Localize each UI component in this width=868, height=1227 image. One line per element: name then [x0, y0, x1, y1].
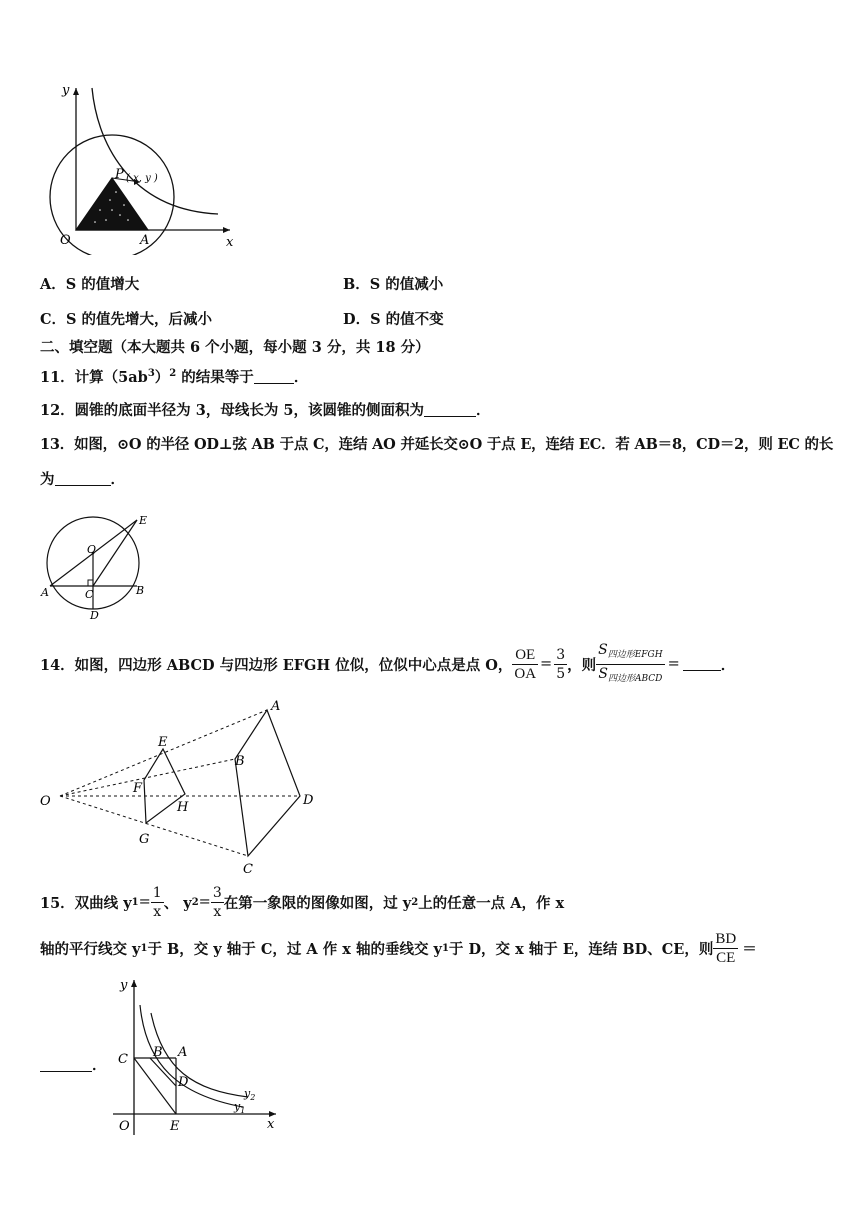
- q15-y2-label: $y_2$: [244, 1087, 256, 1102]
- q15-a-label: A: [178, 1045, 188, 1060]
- q10-a-label: A: [140, 233, 150, 248]
- q15-y1-label: $y_1$: [234, 1100, 246, 1115]
- area-ratio: $\frac{S_{四边形EFGH}}{S_{四边形ABCD}}$: [598, 641, 663, 684]
- q13-c-label: C: [85, 588, 94, 601]
- answer-blank[interactable]: [55, 473, 111, 486]
- question-14: 14．如图，四边形 ABCD 与四边形 EFGH 位似，位似中心点是点 O， $\frac{OE}{OA}$ = $\frac{3}{5}$ ，则 $\frac{S_{四边形EFGH}}{S_{四边形ABCD}}$ = ．: [40, 643, 735, 685]
- option-b: B．S 的值减小: [343, 276, 444, 293]
- q10-p-label: P: [115, 167, 124, 182]
- q15-d-label: D: [178, 1075, 189, 1090]
- question-12: 12．圆锥的底面半径为 3，母线长为 5，该圆锥的侧面积为 ．: [40, 402, 491, 419]
- question-13-line1: 13．如图，⊙O 的半径 OD⊥弦 AB 于点 C，连结 AO 并延长交⊙O 于点 E，连结 EC．若 AB＝8，CD＝2，则 EC 的长: [40, 436, 834, 453]
- q13-a-label: A: [41, 586, 49, 599]
- q15-x-label: x: [267, 1117, 275, 1132]
- question-11: 11．计算$(5ab^3)^2$ 的结果等于 ．: [40, 368, 309, 386]
- question-13-line2: 为 ．: [40, 471, 125, 488]
- fraction-3-over-x: $\frac{3}{x}$: [212, 884, 222, 920]
- q10-y-label: y: [62, 83, 70, 98]
- ratio-value: $\frac{3}{5}$: [556, 646, 566, 682]
- q14-figure: [38, 695, 328, 880]
- q10-x-label: x: [226, 235, 234, 250]
- q13-o-label: O: [87, 543, 97, 556]
- q15-o-label: O: [119, 1119, 130, 1134]
- q15-figure: [108, 975, 288, 1140]
- q14-g-label: G: [139, 832, 150, 847]
- option-d: D．S 的值不变: [343, 311, 444, 328]
- option-a: A．S 的值增大: [40, 276, 140, 293]
- q14-o-label: O: [40, 794, 51, 809]
- answer-blank[interactable]: [40, 1059, 92, 1072]
- answer-blank[interactable]: [683, 658, 721, 671]
- q14-f-label: F: [133, 781, 143, 796]
- answer-blank[interactable]: [424, 404, 476, 417]
- section-heading: 二、填空题（本大题共 6 个小题，每小题 3 分，共 18 分）: [40, 339, 430, 356]
- q10-figure: [40, 80, 240, 255]
- q13-figure: [40, 510, 155, 620]
- q10-p-coord: ( x, y ): [126, 173, 158, 184]
- ratio-bd-ce: $\frac{BD}{CE}$: [715, 930, 737, 966]
- q14-a-label: A: [271, 699, 281, 714]
- q15-y-label: y: [120, 978, 128, 993]
- answer-blank[interactable]: [254, 371, 294, 384]
- q15-b-label: B: [153, 1045, 163, 1060]
- option-c: C．S 的值先增大，后减小: [40, 311, 213, 328]
- ratio-oe-oa: $\frac{OE}{OA}$: [514, 646, 537, 682]
- question-15-answer: ．: [40, 1054, 107, 1075]
- q14-c-label: C: [243, 862, 253, 877]
- q13-d-label: D: [90, 609, 99, 620]
- q14-d-label: D: [303, 793, 314, 808]
- q15-e-label: E: [170, 1119, 180, 1134]
- q14-h-label: H: [177, 800, 189, 815]
- fraction-1-over-x: $\frac{1}{x}$: [152, 884, 162, 920]
- q10-o-label: O: [60, 233, 71, 248]
- question-15-line1: 15．双曲线 y 1 = $\frac{1}{x}$ 、 y 2 = $\frac{3}{x}$ 在第一象限的图像如图，过 y 2 上的任意一点 A，作 x: [40, 884, 565, 920]
- q13-e-label: E: [139, 514, 148, 527]
- q13-b-label: B: [136, 584, 145, 597]
- q14-e-label: E: [158, 735, 168, 750]
- question-15-line2: 轴的平行线交 y 1 于 B，交 y 轴于 C，过 A 作 x 轴的垂线交 y 1 于 D，交 x 轴于 E，连结 BD、CE，则 $\frac{BD}{CE}$ ＝: [40, 930, 757, 966]
- q15-c-label: C: [118, 1052, 128, 1067]
- q14-b-label: B: [235, 754, 245, 769]
